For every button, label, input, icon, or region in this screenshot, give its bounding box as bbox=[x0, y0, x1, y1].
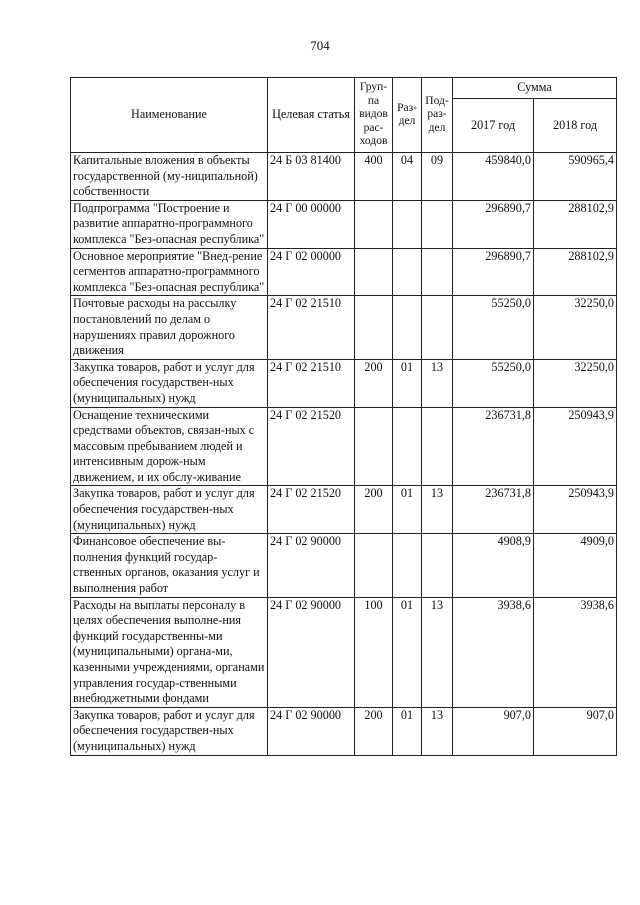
cell-name: Закупка товаров, работ и услуг для обеспечения государствен-ных (муниципальных) нужд bbox=[71, 359, 268, 407]
cell-section: 04 bbox=[393, 153, 422, 201]
cell-subsection: 13 bbox=[422, 486, 453, 534]
cell-target-article: 24 Б 03 81400 bbox=[268, 153, 355, 201]
table-row bbox=[71, 407, 617, 486]
cell-name: Расходы на выплаты персоналу в целях обеспечения выполне-ния функций государственны-ми (муниципальными) органа-ми, казенными учреждениями, органами управления государ-ственными внебюджетными фондами bbox=[71, 597, 268, 707]
table-header-row bbox=[71, 78, 617, 99]
cell-section bbox=[393, 248, 422, 296]
cell-subsection bbox=[422, 200, 453, 248]
cell-section: 01 bbox=[393, 597, 422, 707]
header-expense-group: Груп-па видов рас-ходов bbox=[355, 78, 393, 153]
cell-subsection bbox=[422, 534, 453, 597]
cell-section bbox=[393, 200, 422, 248]
cell-expense-group bbox=[355, 296, 393, 359]
cell-expense-group: 400 bbox=[355, 153, 393, 201]
cell-expense-group bbox=[355, 407, 393, 486]
cell-sum-2017: 4908,9 bbox=[453, 534, 534, 597]
cell-expense-group: 100 bbox=[355, 597, 393, 707]
cell-name: Почтовые расходы на рассылку постановлений по делам о нарушениях правил дорожного движения bbox=[71, 296, 268, 359]
cell-target-article: 24 Г 02 21510 bbox=[268, 359, 355, 407]
table-row bbox=[71, 200, 617, 248]
cell-section: 01 bbox=[393, 359, 422, 407]
cell-target-article: 24 Г 02 00000 bbox=[268, 248, 355, 296]
header-target-article: Целевая статья bbox=[268, 78, 355, 153]
table-row bbox=[71, 153, 617, 201]
page-number: 704 bbox=[310, 38, 330, 53]
cell-sum-2018: 32250,0 bbox=[534, 359, 617, 407]
cell-expense-group: 200 bbox=[355, 359, 393, 407]
cell-subsection: 13 bbox=[422, 597, 453, 707]
cell-name: Основное мероприятие "Внед-рение сегментов аппаратно-программного комплекса "Без-опасная республика" bbox=[71, 248, 268, 296]
table-row bbox=[71, 534, 617, 597]
cell-subsection bbox=[422, 407, 453, 486]
cell-name: Закупка товаров, работ и услуг для обеспечения государствен-ных (муниципальных) нужд bbox=[71, 486, 268, 534]
cell-sum-2018: 288102,9 bbox=[534, 248, 617, 296]
cell-sum-2018: 250943,9 bbox=[534, 407, 617, 486]
cell-target-article: 24 Г 02 90000 bbox=[268, 707, 355, 755]
cell-sum-2017: 296890,7 bbox=[453, 248, 534, 296]
cell-expense-group: 200 bbox=[355, 486, 393, 534]
cell-name: Подпрограмма "Построение и развитие аппаратно-программного комплекса "Без-опасная республика" bbox=[71, 200, 268, 248]
cell-target-article: 24 Г 02 21520 bbox=[268, 486, 355, 534]
table-row bbox=[71, 707, 617, 755]
cell-target-article: 24 Г 02 90000 bbox=[268, 597, 355, 707]
cell-section bbox=[393, 534, 422, 597]
header-section: Раз-дел bbox=[393, 78, 422, 153]
header-name: Наименование bbox=[71, 78, 268, 153]
cell-sum-2017: 236731,8 bbox=[453, 486, 534, 534]
cell-sum-2017: 236731,8 bbox=[453, 407, 534, 486]
cell-target-article: 24 Г 00 00000 bbox=[268, 200, 355, 248]
cell-sum-2018: 4909,0 bbox=[534, 534, 617, 597]
cell-sum-2018: 288102,9 bbox=[534, 200, 617, 248]
cell-sum-2017: 296890,7 bbox=[453, 200, 534, 248]
cell-name: Оснащение техническими средствами объектов, связан-ных с массовым пребыванием людей и интенсивным дорож-ным движением, и их обслу-живание bbox=[71, 407, 268, 486]
header-year-2018: 2018 год bbox=[534, 99, 617, 153]
cell-expense-group bbox=[355, 534, 393, 597]
cell-expense-group bbox=[355, 248, 393, 296]
cell-name: Финансовое обеспечение вы-полнения функций государ-ственных органов, оказания услуг и выполнения работ bbox=[71, 534, 268, 597]
cell-expense-group: 200 bbox=[355, 707, 393, 755]
cell-sum-2017: 55250,0 bbox=[453, 359, 534, 407]
cell-subsection: 13 bbox=[422, 707, 453, 755]
header-year-2017: 2017 год bbox=[453, 99, 534, 153]
cell-sum-2018: 590965,4 bbox=[534, 153, 617, 201]
cell-sum-2017: 55250,0 bbox=[453, 296, 534, 359]
header-subsection: Под-раз-дел bbox=[422, 78, 453, 153]
cell-subsection: 09 bbox=[422, 153, 453, 201]
cell-section: 01 bbox=[393, 486, 422, 534]
cell-name: Закупка товаров, работ и услуг для обеспечения государствен-ных (муниципальных) нужд bbox=[71, 707, 268, 755]
cell-target-article: 24 Г 02 21520 bbox=[268, 407, 355, 486]
table-row bbox=[71, 359, 617, 407]
cell-section bbox=[393, 296, 422, 359]
cell-section bbox=[393, 407, 422, 486]
cell-name: Капитальные вложения в объекты государственной (му-ниципальной) собственности bbox=[71, 153, 268, 201]
cell-sum-2018: 32250,0 bbox=[534, 296, 617, 359]
cell-sum-2018: 3938,6 bbox=[534, 597, 617, 707]
cell-sum-2018: 907,0 bbox=[534, 707, 617, 755]
cell-target-article: 24 Г 02 21510 bbox=[268, 296, 355, 359]
cell-expense-group bbox=[355, 200, 393, 248]
table-row bbox=[71, 296, 617, 359]
budget-table bbox=[70, 77, 617, 756]
cell-sum-2017: 3938,6 bbox=[453, 597, 534, 707]
cell-sum-2017: 907,0 bbox=[453, 707, 534, 755]
cell-sum-2018: 250943,9 bbox=[534, 486, 617, 534]
header-sum: Сумма bbox=[453, 78, 617, 99]
cell-target-article: 24 Г 02 90000 bbox=[268, 534, 355, 597]
table-row bbox=[71, 248, 617, 296]
table-row bbox=[71, 486, 617, 534]
cell-subsection bbox=[422, 248, 453, 296]
cell-section: 01 bbox=[393, 707, 422, 755]
table-row bbox=[71, 597, 617, 707]
cell-subsection: 13 bbox=[422, 359, 453, 407]
cell-sum-2017: 459840,0 bbox=[453, 153, 534, 201]
cell-subsection bbox=[422, 296, 453, 359]
table-body bbox=[71, 153, 617, 756]
